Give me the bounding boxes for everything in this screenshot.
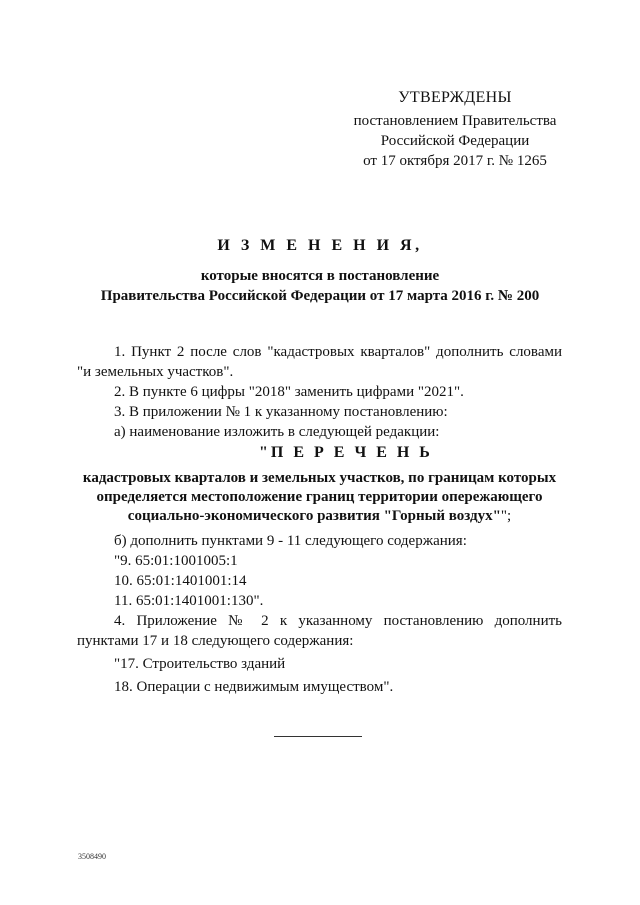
document-body (77, 342, 562, 697)
approval-line-2: Российской Федерации (380, 133, 530, 149)
perechen-desc-end: "; (500, 508, 512, 524)
subtitle-line-2: Правительства Российской Федерации от 17 марта 2016 г. № 200 (100, 288, 540, 304)
entry-11: 11. 65:01:1401001:130". (114, 593, 264, 609)
document-subtitle (0, 266, 640, 306)
item-3a: а) наименование изложить в следующей редакции: (114, 424, 440, 440)
item-3: 3. В приложении № 1 к указанному постановлению: (114, 404, 448, 420)
end-divider (274, 736, 362, 737)
document-code: 3508490 (78, 852, 106, 861)
item-4-line-2: пунктами 17 и 18 следующего содержания: (77, 633, 354, 649)
perechen-desc-line-3 (77, 507, 562, 526)
perechen-description (77, 469, 562, 526)
entry-10: 10. 65:01:1401001:14 (114, 573, 247, 589)
document-title: И З М Е Н Е Н И Я, (217, 237, 423, 254)
subtitle-line-1: которые вносятся в постановление (200, 268, 440, 284)
perechen-desc-line-3-text: социально-экономического развития "Горный воздух" (127, 508, 501, 524)
entry-18: 18. Операции с недвижимым имуществом". (114, 679, 394, 695)
item-1-line-1: 1. Пункт 2 после слов "кадастровых кварталов" дополнить словами (114, 344, 562, 360)
item-3b: б) дополнить пунктами 9 - 11 следующего содержания: (114, 533, 467, 549)
entry-17: "17. Строительство зданий (114, 656, 286, 672)
item-4-line-1: 4. Приложение № 2 к указанному постановлению дополнить (114, 613, 562, 629)
item-1-line-2: "и земельных участков". (77, 364, 234, 380)
perechen-desc-line-1: кадастровых кварталов и земельных участков, по границам которых (82, 470, 557, 486)
approval-line-3: от 17 октября 2017 г. № 1265 (363, 153, 547, 169)
approval-heading: УТВЕРЖДЕНЫ (398, 89, 512, 106)
perechen-desc-line-2: определяется местоположение границ территории опережающего (96, 489, 543, 505)
item-2: 2. В пункте 6 цифры "2018" заменить цифрами "2021". (114, 384, 464, 400)
perechen-heading: "П Е Р Е Ч Е Н Ь (259, 444, 433, 461)
approval-block (330, 88, 580, 171)
entry-9: "9. 65:01:1001005:1 (114, 553, 238, 569)
approval-line-1: постановлением Правительства (353, 113, 557, 129)
